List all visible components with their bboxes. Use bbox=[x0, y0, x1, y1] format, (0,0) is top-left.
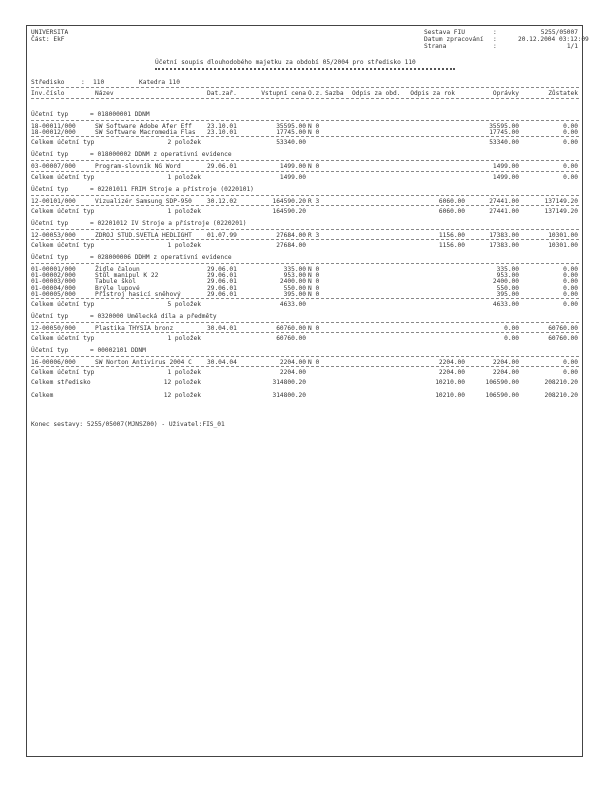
row-oz: R 3 bbox=[308, 231, 320, 239]
title-underline bbox=[155, 68, 455, 70]
group-total-price: 53340.00 bbox=[276, 139, 306, 147]
group-total-zustatek: 0.00 bbox=[563, 173, 578, 181]
group-total-count: 1 položek bbox=[167, 335, 201, 343]
group-type-value: = 02201011 FRIM Stroje a přístroje (0220101) bbox=[90, 185, 254, 193]
row-name: Stůl manipul K 22 bbox=[95, 272, 159, 280]
group-type-label: Účetní typ bbox=[31, 254, 69, 261]
row-inv: 01-00005/000 bbox=[31, 290, 76, 298]
row-name: Tabule škol bbox=[95, 278, 136, 286]
row-oz: N 0 bbox=[308, 123, 320, 130]
grand-total-zustatek: 208210.20 bbox=[544, 392, 578, 400]
group-total-zustatek: 0.00 bbox=[563, 369, 578, 377]
grand-total-opravky: 106590.00 bbox=[485, 379, 519, 387]
separator-line bbox=[31, 171, 579, 172]
group-total-label: Celkem účetní typ bbox=[31, 207, 95, 215]
row-inv: 01-00002/000 bbox=[31, 272, 76, 280]
separator-line bbox=[31, 332, 579, 333]
row-oz: N 0 bbox=[308, 325, 320, 332]
row-inv: 18-00011/000 bbox=[31, 123, 76, 130]
row-price: 550.00 bbox=[283, 284, 306, 292]
grand-total-count: 12 položek bbox=[163, 379, 201, 387]
row-price: 2204.00 bbox=[279, 359, 306, 367]
group-type-value: = 02201012 IV Stroje a přístroje (0220201) bbox=[90, 219, 247, 227]
row-opravky: 1499.00 bbox=[492, 163, 519, 171]
col-header-price: Vstupní cena bbox=[261, 90, 306, 97]
separator-line bbox=[31, 195, 579, 196]
grand-total-odpis-rok: 10210.00 bbox=[435, 392, 465, 400]
group-total-count: 1 položek bbox=[167, 242, 201, 249]
row-opravky: 953.00 bbox=[496, 272, 519, 280]
meta-sep: : bbox=[493, 29, 497, 36]
row-zustatek: 0.00 bbox=[563, 266, 578, 273]
group-total-opravky: 53340.00 bbox=[489, 139, 519, 147]
row-date: 30.04.04 bbox=[207, 359, 237, 367]
row-price: 35595.00 bbox=[276, 123, 306, 130]
row-odpis-rok: 6060.00 bbox=[438, 197, 465, 205]
group-total-zustatek: 60760.00 bbox=[548, 335, 578, 343]
grand-total-price: 314800.20 bbox=[272, 379, 306, 387]
group-total-price: 1499.00 bbox=[279, 173, 306, 181]
group-total-count: 1 položek bbox=[167, 207, 201, 215]
group-type-label: Účetní typ bbox=[31, 313, 69, 320]
row-zustatek: 137149.20 bbox=[544, 197, 578, 205]
row-zustatek: 0.00 bbox=[563, 359, 578, 367]
col-header-date: Dat.zař. bbox=[207, 90, 237, 97]
separator-line bbox=[31, 322, 579, 323]
row-inv: 03-00007/000 bbox=[31, 163, 76, 171]
col-header-name: Název bbox=[95, 90, 114, 97]
row-inv: 16-00006/000 bbox=[31, 359, 76, 367]
group-type-label: Účetní typ bbox=[31, 111, 69, 118]
row-date: 23.10.01 bbox=[207, 123, 237, 130]
group-total-zustatek: 0.00 bbox=[563, 139, 578, 147]
meta-value: 1/1 bbox=[566, 43, 578, 50]
row-opravky: 17383.00 bbox=[489, 231, 519, 239]
row-zustatek: 0.00 bbox=[563, 163, 578, 171]
row-name: Přístroj hasicí sněhový bbox=[95, 290, 181, 298]
grand-total-odpis-rok: 10210.00 bbox=[435, 379, 465, 387]
row-opravky: 550.00 bbox=[496, 284, 519, 292]
center-sep: : bbox=[81, 79, 85, 86]
row-zustatek: 0.00 bbox=[563, 129, 578, 137]
row-date: 29.06.01 bbox=[207, 272, 237, 280]
row-name: ZDROJ STUD.SVETLA HEDLIGHT bbox=[95, 231, 192, 239]
row-date: 01.07.99 bbox=[207, 231, 237, 239]
group-total-price: 2204.00 bbox=[279, 369, 306, 377]
row-price: 60760.00 bbox=[276, 325, 306, 332]
row-zustatek: 0.00 bbox=[563, 290, 578, 298]
row-name: SW Norton Antivirus 2004 C bbox=[95, 359, 192, 367]
group-total-label: Celkem účetní typ bbox=[31, 301, 95, 308]
row-date: 29.06.01 bbox=[207, 290, 237, 298]
row-opravky: 2204.00 bbox=[492, 359, 519, 367]
separator-line bbox=[31, 356, 579, 357]
meta-label: Sestava FIU bbox=[424, 29, 465, 36]
row-oz: N 0 bbox=[308, 129, 320, 137]
row-oz: N 0 bbox=[308, 290, 320, 298]
meta-sep: : bbox=[493, 43, 497, 50]
group-total-odpis-rok: 2204.00 bbox=[438, 369, 465, 377]
row-oz: N 0 bbox=[308, 266, 320, 273]
col-header-zustatek: Zůstatek bbox=[548, 90, 578, 97]
group-total-odpis-rok: 6060.00 bbox=[438, 207, 465, 215]
row-opravky: 335.00 bbox=[496, 266, 519, 273]
group-total-opravky: 4633.00 bbox=[492, 301, 519, 308]
row-opravky: 2400.00 bbox=[492, 278, 519, 286]
row-name: Vizualizér Samsung SDP-950 bbox=[95, 197, 192, 205]
row-date: 30.04.01 bbox=[207, 325, 237, 332]
row-price: 395.00 bbox=[283, 290, 306, 298]
separator-line bbox=[31, 87, 579, 88]
row-zustatek: 0.00 bbox=[563, 284, 578, 292]
row-odpis-rok: 2204.00 bbox=[438, 359, 465, 367]
col-header-inv: Inv.číslo bbox=[31, 90, 65, 97]
row-inv: 01-00001/000 bbox=[31, 266, 76, 273]
meta-label: Strana bbox=[424, 43, 447, 50]
grand-total-opravky: 106590.00 bbox=[485, 392, 519, 400]
row-date: 29.06.01 bbox=[207, 278, 237, 286]
row-price: 2400.00 bbox=[279, 278, 306, 286]
row-zustatek: 0.00 bbox=[563, 278, 578, 286]
row-opravky: 27441.00 bbox=[489, 197, 519, 205]
grand-total-count: 12 položek bbox=[163, 392, 201, 400]
row-inv: 12-00101/000 bbox=[31, 197, 76, 205]
group-type-value: = 018000001 DDNM bbox=[90, 111, 150, 118]
group-total-opravky: 17383.00 bbox=[489, 242, 519, 249]
group-total-label: Celkem účetní typ bbox=[31, 335, 95, 343]
row-price: 164590.20 bbox=[272, 197, 306, 205]
separator-line bbox=[31, 205, 579, 206]
row-odpis-rok: 1156.00 bbox=[438, 231, 465, 239]
row-zustatek: 0.00 bbox=[563, 272, 578, 280]
separator-line bbox=[31, 263, 579, 264]
group-total-price: 27684.00 bbox=[276, 242, 306, 249]
group-total-count: 5 položek bbox=[167, 301, 201, 308]
grand-total-label: Celkem bbox=[31, 392, 54, 400]
row-zustatek: 60760.00 bbox=[548, 325, 578, 332]
row-date: 23.10.01 bbox=[207, 129, 237, 137]
group-type-value: = 028000006 DDHM z operativní evidence bbox=[90, 254, 232, 261]
row-date: 29.06.01 bbox=[207, 163, 237, 171]
row-inv: 01-00003/000 bbox=[31, 278, 76, 286]
row-price: 17745.00 bbox=[276, 129, 306, 137]
group-type-value: = 0320000 Umělecká díla a předměty bbox=[90, 313, 217, 320]
group-type-value: = 018000002 DDNM z operativní evidence bbox=[90, 151, 232, 159]
group-total-opravky: 2204.00 bbox=[492, 369, 519, 377]
group-total-zustatek: 137149.20 bbox=[544, 207, 578, 215]
row-inv: 12-00053/000 bbox=[31, 231, 76, 239]
row-oz: N 0 bbox=[308, 272, 320, 280]
row-name: SW Software Adobe Afer Eff bbox=[95, 123, 192, 130]
group-total-opravky: 27441.00 bbox=[489, 207, 519, 215]
group-type-label: Účetní typ bbox=[31, 151, 69, 159]
center-label: Středisko bbox=[31, 79, 65, 86]
group-total-odpis-rok: 1156.00 bbox=[438, 242, 465, 249]
row-opravky: 17745.00 bbox=[489, 129, 519, 137]
separator-line bbox=[31, 366, 579, 367]
report-page bbox=[26, 25, 589, 757]
group-total-label: Celkem účetní typ bbox=[31, 369, 95, 377]
separator-line bbox=[31, 160, 579, 161]
separator-line bbox=[31, 298, 579, 299]
group-type-label: Účetní typ bbox=[31, 219, 69, 227]
group-total-zustatek: 0.00 bbox=[563, 301, 578, 308]
row-opravky: 35595.00 bbox=[489, 123, 519, 130]
col-header-odpis-obd: Odpis za obd. bbox=[352, 90, 401, 97]
group-type-label: Účetní typ bbox=[31, 347, 69, 355]
group-total-price: 4633.00 bbox=[279, 301, 306, 308]
group-type-value: = 00002101 DDNM bbox=[90, 347, 146, 355]
separator-line bbox=[31, 136, 579, 137]
row-date: 29.06.01 bbox=[207, 284, 237, 292]
row-inv: 12-00050/000 bbox=[31, 325, 76, 332]
row-price: 1499.00 bbox=[279, 163, 306, 171]
center-name: Katedra 110 bbox=[139, 79, 180, 86]
report-footer: Konec sestavy: 5255/05007(MJNSZ00) - Uživatel:FIS_01 bbox=[31, 421, 225, 429]
group-total-label: Celkem účetní typ bbox=[31, 139, 95, 147]
row-price: 335.00 bbox=[283, 266, 306, 273]
row-opravky: 395.00 bbox=[496, 290, 519, 298]
row-date: 29.06.01 bbox=[207, 266, 237, 273]
col-header-opravky: Oprávky bbox=[492, 90, 519, 97]
org-unit: Část: EkF bbox=[31, 36, 65, 43]
row-oz: N 0 bbox=[308, 359, 320, 367]
group-total-count: 1 položek bbox=[167, 173, 201, 181]
grand-total-label: Celkem středisko bbox=[31, 379, 91, 387]
row-name: SW Software Macromedia Flas bbox=[95, 129, 196, 137]
row-oz: N 0 bbox=[308, 278, 320, 286]
group-total-opravky: 0.00 bbox=[504, 335, 519, 343]
row-inv: 01-00004/000 bbox=[31, 284, 76, 292]
meta-value: 20.12.2004 03:12:09 bbox=[518, 36, 589, 43]
group-type-label: Účetní typ bbox=[31, 185, 69, 193]
separator-line bbox=[31, 120, 579, 121]
group-total-label: Celkem účetní typ bbox=[31, 173, 95, 181]
group-total-count: 1 položek bbox=[167, 369, 201, 377]
separator-line bbox=[31, 98, 579, 99]
col-header-oz: O.z. bbox=[308, 90, 323, 97]
col-header-odpis-rok: Odpis za rok bbox=[410, 90, 455, 97]
separator-line bbox=[31, 239, 579, 240]
row-price: 27684.00 bbox=[276, 231, 306, 239]
row-name: Brýle lupové bbox=[95, 284, 140, 292]
row-name: Židle čaloun bbox=[95, 266, 140, 273]
row-oz: N 0 bbox=[308, 163, 320, 171]
group-total-price: 164590.20 bbox=[272, 207, 306, 215]
row-name: Plastika THYSIA bronz bbox=[95, 325, 174, 332]
group-total-opravky: 1499.00 bbox=[492, 173, 519, 181]
report-title: Účetní soupis dlouhodobého majetku za období 05/2004 pro středisko 110 bbox=[155, 59, 416, 66]
group-total-label: Celkem účetní typ bbox=[31, 242, 95, 249]
row-zustatek: 0.00 bbox=[563, 123, 578, 130]
center-code: 110 bbox=[93, 79, 105, 86]
group-total-price: 60760.00 bbox=[276, 335, 306, 343]
org-name: UNIVERSITA bbox=[31, 29, 69, 36]
row-oz: N 0 bbox=[308, 284, 320, 292]
row-zustatek: 10301.00 bbox=[548, 231, 578, 239]
grand-total-price: 314800.20 bbox=[272, 392, 306, 400]
row-price: 953.00 bbox=[283, 272, 306, 280]
separator-line bbox=[31, 229, 579, 230]
group-total-zustatek: 10301.00 bbox=[548, 242, 578, 249]
meta-label: Datum zpracování bbox=[424, 36, 484, 43]
meta-value: 5255/05007 bbox=[540, 29, 578, 36]
row-opravky: 0.00 bbox=[504, 325, 519, 332]
group-total-count: 2 položek bbox=[167, 139, 201, 147]
row-name: Program-slovník NG Word bbox=[95, 163, 181, 171]
row-oz: R 3 bbox=[308, 197, 320, 205]
row-date: 30.12.02 bbox=[207, 197, 237, 205]
row-inv: 18-00012/000 bbox=[31, 129, 76, 137]
grand-total-zustatek: 208210.20 bbox=[544, 379, 578, 387]
meta-sep: : bbox=[493, 36, 497, 43]
col-header-rate: Sazba bbox=[325, 90, 344, 97]
